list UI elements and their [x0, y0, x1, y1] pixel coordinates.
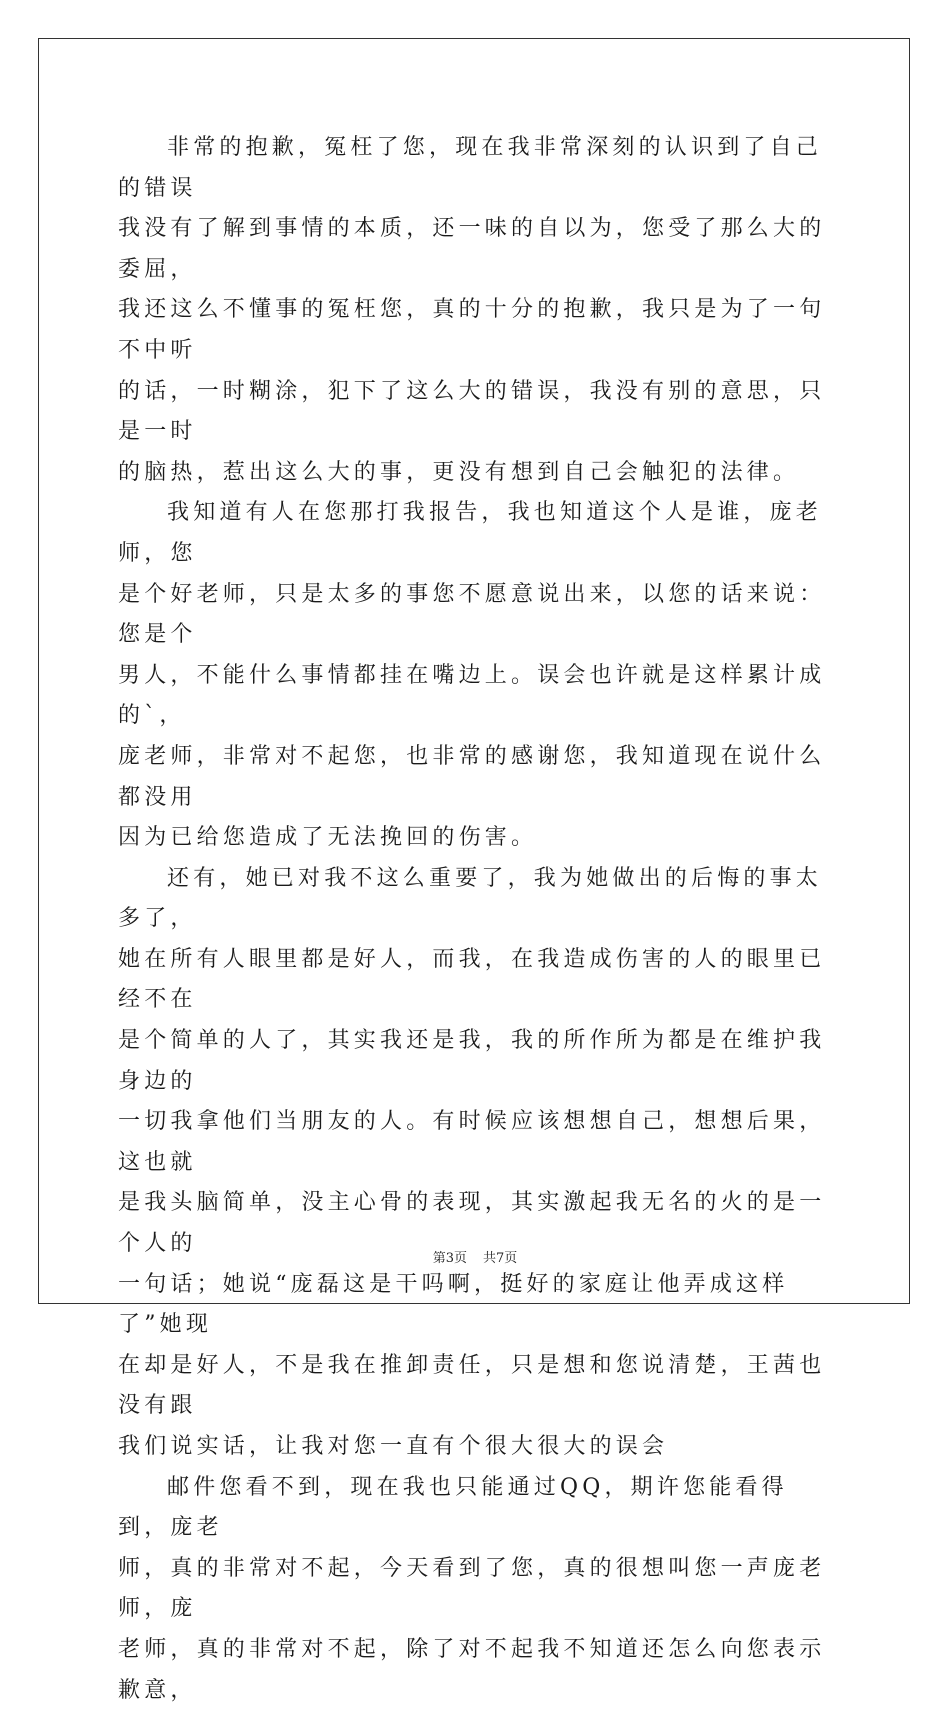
page-footer — [0, 1247, 950, 1266]
paragraph-2: 我知道有人在您那打我报告，我也知道这个人是谁，庞老师，您 是个好老师，只是太多的事您不愿意说出来，以您的话来说：您是个 男人，不能什么事情都挂在嘴边上。误会也许就是这样累计成的`， 庞老师，非常对不起您，也非常的感谢您，我知道现在说什么都没用 因为已给您造成了无法挽回的伤害。 — [118, 500, 826, 851]
page-number: 第3页 — [432, 1251, 467, 1266]
paragraph-1: 非常的抱歉，冤枉了您，现在我非常深刻的认识到了自己的错误 我没有了解到事情的本质，还一味的自以为，您受了那么大的委屈， 我还这么不懂事的冤枉您，真的十分的抱歉，我只是为了一句不中听 的话，一时糊涂，犯下了这么大的错误，我没有别的意思，只是一时 的脑热，惹出这么大的事，更没有想到自己会触犯的法律。 — [118, 135, 826, 485]
page-total: 共7页 — [483, 1251, 518, 1266]
paragraph-4: 邮件您看不到，现在我也只能通过QQ，期许您能看得到，庞老 师，真的非常对不起，今天看到了您，真的很想叫您一声庞老师，庞 老师，真的非常对不起，除了对不起我不知道还怎么向您表示歉意， — [118, 1474, 826, 1703]
paragraph-3: 还有，她已对我不这么重要了，我为她做出的后悔的事太多了， 她在所有人眼里都是好人，而我，在我造成伤害的人的眼里已经不在 是个简单的人了，其实我还是我，我的所作所为都是在维护我身边的 一切我拿他们当朋友的人。有时候应该想想自己，想想后果，这也就 是我头脑简单，没主心骨的表现，其实激起我无名的火的是一个人的 一句话；她说“庞磊这是干吗啊，挺好的家庭让他弄成这样了”她现 在却是好人，不是我在推卸责任，只是想和您说清楚，王茜也没有跟 我们说实话，让我对您一直有个很大很大的误会 — [118, 865, 826, 1459]
document-body — [118, 128, 833, 1711]
